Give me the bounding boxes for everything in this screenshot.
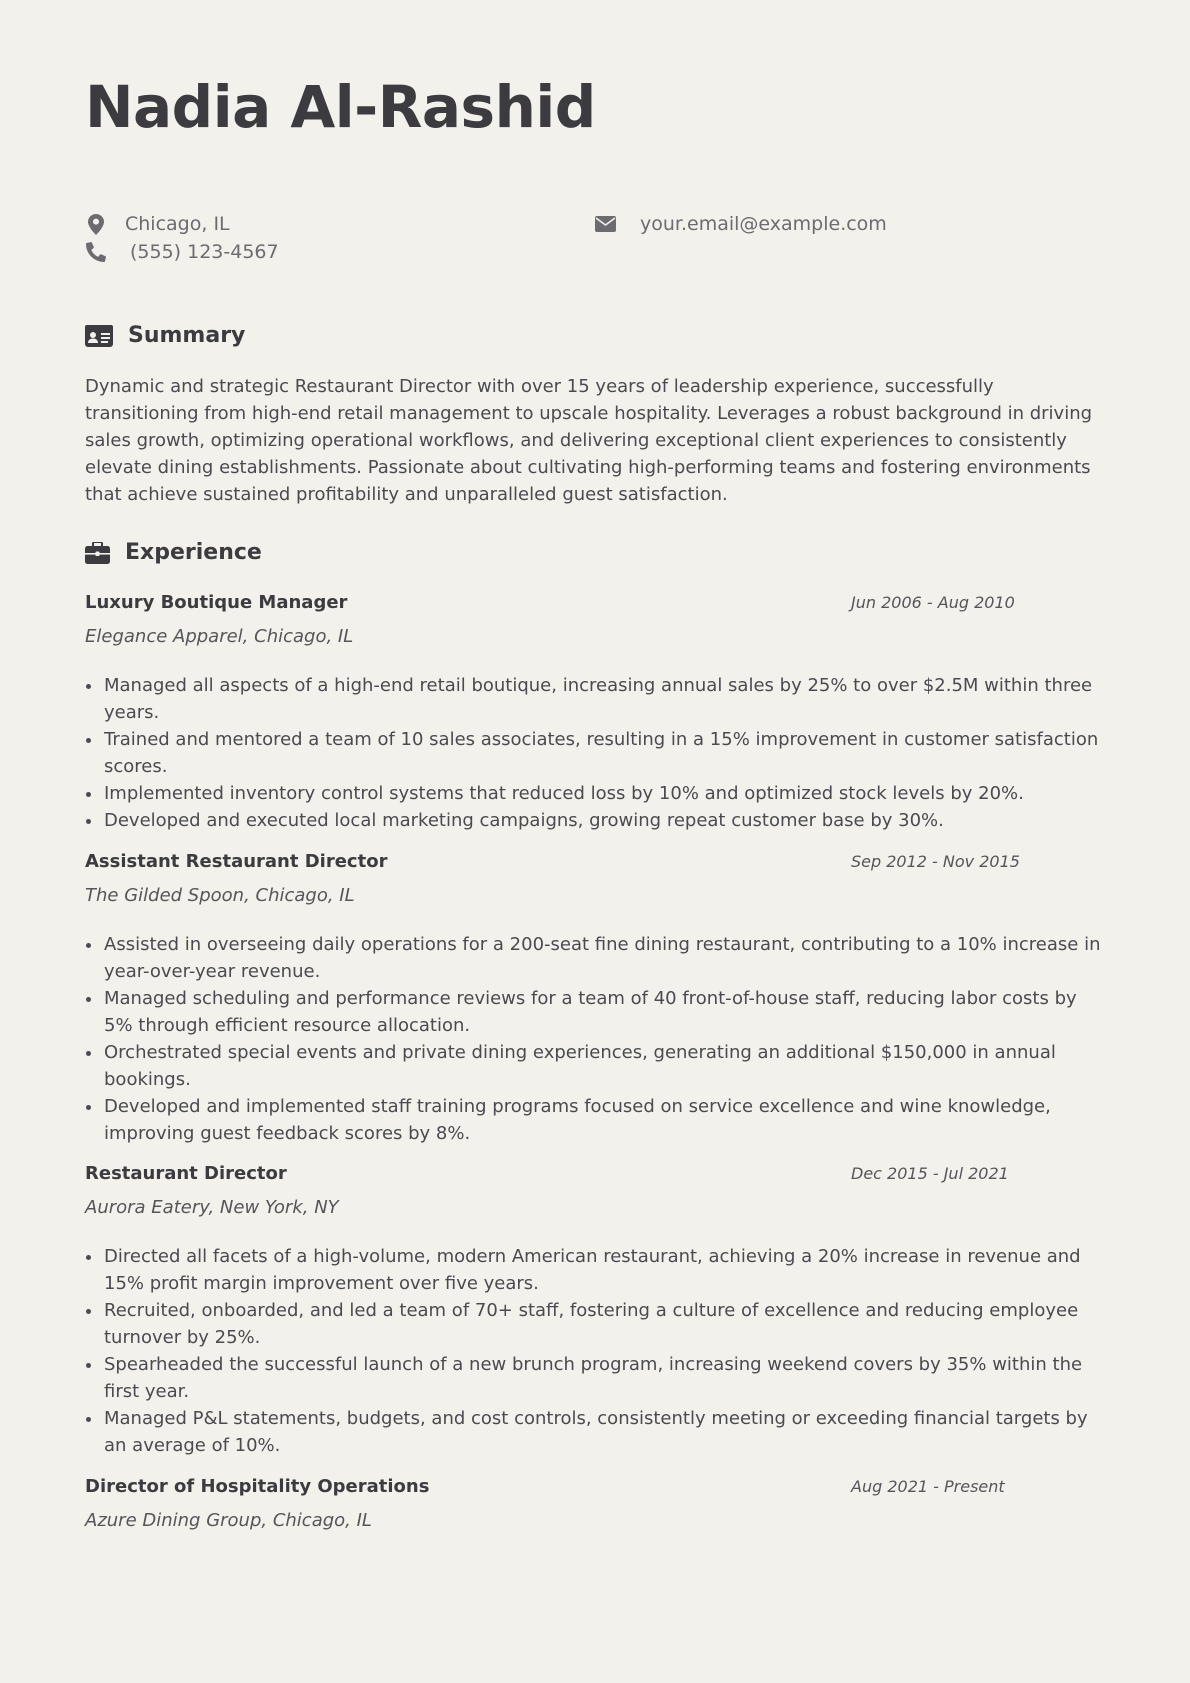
contact-location — [85, 213, 230, 235]
contact-phone — [85, 241, 279, 263]
job-title: Luxury Boutique Manager — [85, 592, 348, 613]
summary-heading — [85, 323, 245, 348]
job-title: Restaurant Director — [85, 1163, 287, 1184]
map-pin-icon — [85, 213, 107, 235]
list-item: Trained and mentored a team of 10 sales associates, resulting in a 15% improvement in customer satisfaction scores. — [85, 726, 1110, 780]
list-item: Assisted in overseeing daily operations for a 200-seat fine dining restaurant, contributing to a 10% increase in year-over-year revenue. — [85, 931, 1110, 985]
job-title: Assistant Restaurant Director — [85, 851, 388, 872]
job-bullets — [85, 931, 1110, 1147]
job-company: The Gilded Spoon, Chicago, IL — [85, 885, 355, 906]
id-card-icon — [85, 325, 113, 347]
job-dates: Jun 2006 - Aug 2010 — [851, 593, 1015, 612]
envelope-icon — [594, 213, 616, 235]
phone-icon — [85, 241, 107, 263]
job-company: Elegance Apparel, Chicago, IL — [85, 626, 354, 647]
job-bullets — [85, 672, 1110, 834]
location-text: Chicago, IL — [125, 213, 230, 235]
candidate-name: Nadia Al-Rashid — [85, 73, 596, 141]
email-text[interactable]: your.email@example.com — [640, 213, 887, 235]
list-item: Orchestrated special events and private dining experiences, generating an additional $150,000 in annual bookings. — [85, 1039, 1110, 1093]
list-item: Implemented inventory control systems that reduced loss by 10% and optimized stock levels by 20%. — [85, 780, 1110, 807]
list-item: Developed and implemented staff training programs focused on service excellence and wine knowledge, improving guest feedback scores by 8%. — [85, 1093, 1110, 1147]
list-item: Developed and executed local marketing campaigns, growing repeat customer base by 30%. — [85, 807, 1110, 834]
list-item: Managed all aspects of a high-end retail boutique, increasing annual sales by 25% to over $2.5M within three years. — [85, 672, 1110, 726]
job-dates: Dec 2015 - Jul 2021 — [851, 1164, 1009, 1183]
job-dates: Sep 2012 - Nov 2015 — [851, 852, 1020, 871]
contact-email — [594, 213, 887, 235]
summary-text: Dynamic and strategic Restaurant Director with over 15 years of leadership experience, successfully transitioning from high-end retail management to upscale hospitality. Leverages a robust background in driving sales growth, optimizing operational workflows, and delivering exceptional client experiences to consistently elevate dining establishments. Passionate about cultivating high-performing teams and fostering environments that achieve sustained profitability and unparalleled guest satisfaction. — [85, 376, 1093, 505]
list-item: Directed all facets of a high-volume, modern American restaurant, achieving a 20% increase in revenue and 15% profit margin improvement over five years. — [85, 1243, 1110, 1297]
list-item: Spearheaded the successful launch of a new brunch program, increasing weekend covers by 35% within the first year. — [85, 1351, 1110, 1405]
job-title: Director of Hospitality Operations — [85, 1476, 430, 1497]
list-item: Recruited, onboarded, and led a team of 70+ staff, fostering a culture of excellence and reducing employee turnover by 25%. — [85, 1297, 1110, 1351]
phone-text: (555) 123-4567 — [130, 241, 279, 263]
experience-heading — [85, 540, 262, 565]
briefcase-icon — [85, 542, 110, 564]
job-bullets — [85, 1243, 1110, 1459]
job-company: Aurora Eatery, New York, NY — [85, 1197, 339, 1218]
list-item: Managed scheduling and performance reviews for a team of 40 front-of-house staff, reducing labor costs by 5% through efficient resource allocation. — [85, 985, 1110, 1039]
experience-heading-text: Experience — [125, 540, 262, 565]
job-company: Azure Dining Group, Chicago, IL — [85, 1510, 372, 1531]
job-dates: Aug 2021 - Present — [851, 1477, 1005, 1496]
list-item: Managed P&L statements, budgets, and cost controls, consistently meeting or exceeding financial targets by an average of 10%. — [85, 1405, 1110, 1459]
summary-heading-text: Summary — [128, 323, 246, 348]
